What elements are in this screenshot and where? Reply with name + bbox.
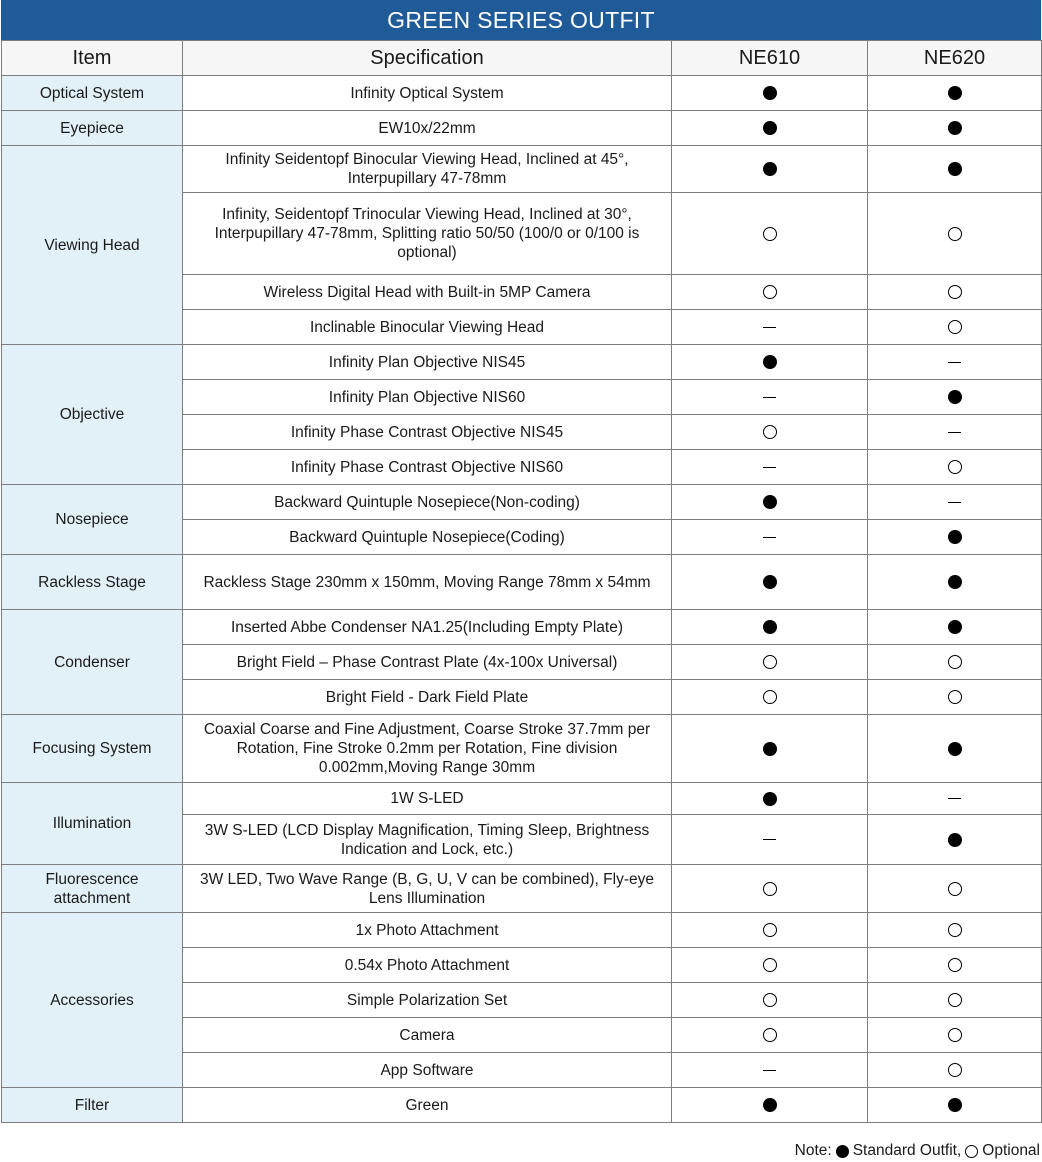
ne610-cell [672, 783, 868, 815]
specification-cell: Infinity Plan Objective NIS60 [183, 380, 672, 415]
ne610-cell [672, 815, 868, 865]
header-row [2, 41, 1042, 76]
dash-icon [763, 467, 776, 468]
specification-cell: EW10x/22mm [183, 111, 672, 146]
ne610-cell [672, 310, 868, 345]
open-circle-icon [948, 227, 962, 241]
specification-cell: Bright Field - Dark Field Plate [183, 680, 672, 715]
item-cell: Fluorescence attachment [2, 865, 183, 913]
open-circle-icon [948, 923, 962, 937]
ne620-cell [868, 275, 1042, 310]
table-row [2, 555, 1042, 610]
legend-note [795, 1140, 1040, 1162]
table-row [2, 111, 1042, 146]
ne610-cell [672, 680, 868, 715]
table-row [2, 865, 1042, 913]
filled-circle-icon [763, 495, 777, 509]
filled-circle-icon [948, 833, 962, 847]
ne620-cell [868, 1018, 1042, 1053]
open-circle-icon [763, 923, 777, 937]
dash-icon [763, 1070, 776, 1071]
open-circle-icon [763, 690, 777, 704]
table-row [2, 715, 1042, 783]
header-ne610: NE610 [672, 41, 868, 76]
filled-circle-icon [948, 530, 962, 544]
table-row [2, 485, 1042, 520]
ne620-cell [868, 146, 1042, 193]
table-row [2, 146, 1042, 193]
ne620-cell [868, 111, 1042, 146]
table-row [2, 1088, 1042, 1123]
header-item: Item [2, 41, 183, 76]
ne620-cell [868, 345, 1042, 380]
ne610-cell [672, 645, 868, 680]
item-cell: Nosepiece [2, 485, 183, 555]
open-circle-icon [763, 882, 777, 896]
open-circle-icon [965, 1145, 978, 1158]
filled-circle-icon [763, 742, 777, 756]
item-cell: Viewing Head [2, 146, 183, 345]
ne620-cell [868, 680, 1042, 715]
ne610-cell [672, 948, 868, 983]
filled-circle-icon [948, 620, 962, 634]
dash-icon [948, 362, 961, 363]
specification-cell: Infinity Seidentopf Binocular Viewing Head, Inclined at 45°, Interpupillary 47-78mm [183, 146, 672, 193]
table-row [2, 610, 1042, 645]
ne620-cell [868, 610, 1042, 645]
open-circle-icon [763, 993, 777, 1007]
filled-circle-icon [763, 355, 777, 369]
ne620-cell [868, 380, 1042, 415]
ne620-cell [868, 913, 1042, 948]
dash-icon [948, 432, 961, 433]
specification-cell: App Software [183, 1053, 672, 1088]
open-circle-icon [763, 655, 777, 669]
specification-cell: 0.54x Photo Attachment [183, 948, 672, 983]
ne610-cell [672, 715, 868, 783]
item-cell: Illumination [2, 783, 183, 865]
filled-circle-icon [836, 1145, 849, 1158]
filled-circle-icon [763, 121, 777, 135]
note-standard: Standard Outfit, [852, 1142, 962, 1159]
ne620-cell [868, 1053, 1042, 1088]
header-ne620: NE620 [868, 41, 1042, 76]
ne620-cell [868, 76, 1042, 111]
note-optional: Optional [982, 1142, 1040, 1159]
filled-circle-icon [763, 86, 777, 100]
specification-cell: Inclinable Binocular Viewing Head [183, 310, 672, 345]
open-circle-icon [948, 285, 962, 299]
open-circle-icon [948, 993, 962, 1007]
open-circle-icon [763, 958, 777, 972]
filled-circle-icon [948, 390, 962, 404]
specification-cell: 1x Photo Attachment [183, 913, 672, 948]
ne610-cell [672, 520, 868, 555]
open-circle-icon [763, 227, 777, 241]
ne610-cell [672, 275, 868, 310]
filled-circle-icon [948, 1098, 962, 1112]
table-body [2, 76, 1042, 1123]
item-cell: Focusing System [2, 715, 183, 783]
ne620-cell [868, 983, 1042, 1018]
specification-cell: Infinity Phase Contrast Objective NIS45 [183, 415, 672, 450]
filled-circle-icon [763, 792, 777, 806]
open-circle-icon [948, 1028, 962, 1042]
open-circle-icon [948, 882, 962, 896]
ne620-cell [868, 450, 1042, 485]
filled-circle-icon [948, 162, 962, 176]
dash-icon [763, 537, 776, 538]
filled-circle-icon [948, 86, 962, 100]
filled-circle-icon [948, 575, 962, 589]
ne610-cell [672, 610, 868, 645]
table-row [2, 76, 1042, 111]
table-title: GREEN SERIES OUTFIT [1, 0, 1041, 40]
ne610-cell [672, 380, 868, 415]
open-circle-icon [763, 1028, 777, 1042]
ne610-cell [672, 1088, 868, 1123]
ne610-cell [672, 111, 868, 146]
specification-cell: Infinity Plan Objective NIS45 [183, 345, 672, 380]
specification-cell: Backward Quintuple Nosepiece(Non-coding) [183, 485, 672, 520]
specification-cell: 3W S-LED (LCD Display Magnification, Timing Sleep, Brightness Indication and Lock, etc.) [183, 815, 672, 865]
ne620-cell [868, 193, 1042, 275]
open-circle-icon [948, 958, 962, 972]
specification-cell: Rackless Stage 230mm x 150mm, Moving Range 78mm x 54mm [183, 555, 672, 610]
filled-circle-icon [763, 620, 777, 634]
note-label: Note: [794, 1142, 832, 1159]
ne620-cell [868, 948, 1042, 983]
table-row [2, 345, 1042, 380]
ne620-cell [868, 645, 1042, 680]
ne620-cell [868, 783, 1042, 815]
filled-circle-icon [948, 121, 962, 135]
table-row [2, 913, 1042, 948]
ne610-cell [672, 913, 868, 948]
open-circle-icon [948, 690, 962, 704]
ne610-cell [672, 193, 868, 275]
dash-icon [948, 502, 961, 503]
item-cell: Rackless Stage [2, 555, 183, 610]
ne620-cell [868, 415, 1042, 450]
filled-circle-icon [763, 575, 777, 589]
item-cell: Filter [2, 1088, 183, 1123]
specification-cell: Camera [183, 1018, 672, 1053]
specification-cell: Bright Field – Phase Contrast Plate (4x-100x Universal) [183, 645, 672, 680]
dash-icon [763, 327, 776, 328]
ne610-cell [672, 983, 868, 1018]
table-row [2, 783, 1042, 815]
specification-cell: 3W LED, Two Wave Range (B, G, U, V can be combined), Fly-eye Lens Illumination [183, 865, 672, 913]
open-circle-icon [763, 285, 777, 299]
dash-icon [948, 798, 961, 799]
ne620-cell [868, 1088, 1042, 1123]
filled-circle-icon [948, 742, 962, 756]
specification-cell: Infinity Optical System [183, 76, 672, 111]
dash-icon [763, 397, 776, 398]
specification-cell: 1W S-LED [183, 783, 672, 815]
item-cell: Objective [2, 345, 183, 485]
ne620-cell [868, 555, 1042, 610]
specification-cell: Simple Polarization Set [183, 983, 672, 1018]
ne610-cell [672, 450, 868, 485]
ne610-cell [672, 865, 868, 913]
specification-cell: Inserted Abbe Condenser NA1.25(Including Empty Plate) [183, 610, 672, 645]
specification-cell: Infinity Phase Contrast Objective NIS60 [183, 450, 672, 485]
specification-cell: Green [183, 1088, 672, 1123]
open-circle-icon [948, 655, 962, 669]
ne620-cell [868, 865, 1042, 913]
ne610-cell [672, 1018, 868, 1053]
ne620-cell [868, 715, 1042, 783]
open-circle-icon [948, 460, 962, 474]
open-circle-icon [948, 320, 962, 334]
open-circle-icon [948, 1063, 962, 1077]
item-cell: Optical System [2, 76, 183, 111]
specification-cell: Wireless Digital Head with Built-in 5MP Camera [183, 275, 672, 310]
outfit-table [1, 40, 1042, 1123]
ne620-cell [868, 815, 1042, 865]
filled-circle-icon [763, 1098, 777, 1112]
specification-cell: Coaxial Coarse and Fine Adjustment, Coarse Stroke 37.7mm per Rotation, Fine Stroke 0.2mm per Rotation, Fine division 0.002mm,Moving Range 30mm [183, 715, 672, 783]
open-circle-icon [763, 425, 777, 439]
ne620-cell [868, 310, 1042, 345]
ne620-cell [868, 485, 1042, 520]
dash-icon [763, 839, 776, 840]
ne610-cell [672, 485, 868, 520]
item-cell: Eyepiece [2, 111, 183, 146]
filled-circle-icon [763, 162, 777, 176]
ne610-cell [672, 76, 868, 111]
ne610-cell [672, 555, 868, 610]
ne610-cell [672, 1053, 868, 1088]
item-cell: Accessories [2, 913, 183, 1088]
ne610-cell [672, 345, 868, 380]
ne620-cell [868, 520, 1042, 555]
header-specification: Specification [183, 41, 672, 76]
specification-cell: Infinity, Seidentopf Trinocular Viewing Head, Inclined at 30°, Interpupillary 47-78mm, Splitting ratio 50/50 (100/0 or 0/100 is optional) [183, 193, 672, 275]
specification-cell: Backward Quintuple Nosepiece(Coding) [183, 520, 672, 555]
item-cell: Condenser [2, 610, 183, 715]
ne610-cell [672, 146, 868, 193]
ne610-cell [672, 415, 868, 450]
